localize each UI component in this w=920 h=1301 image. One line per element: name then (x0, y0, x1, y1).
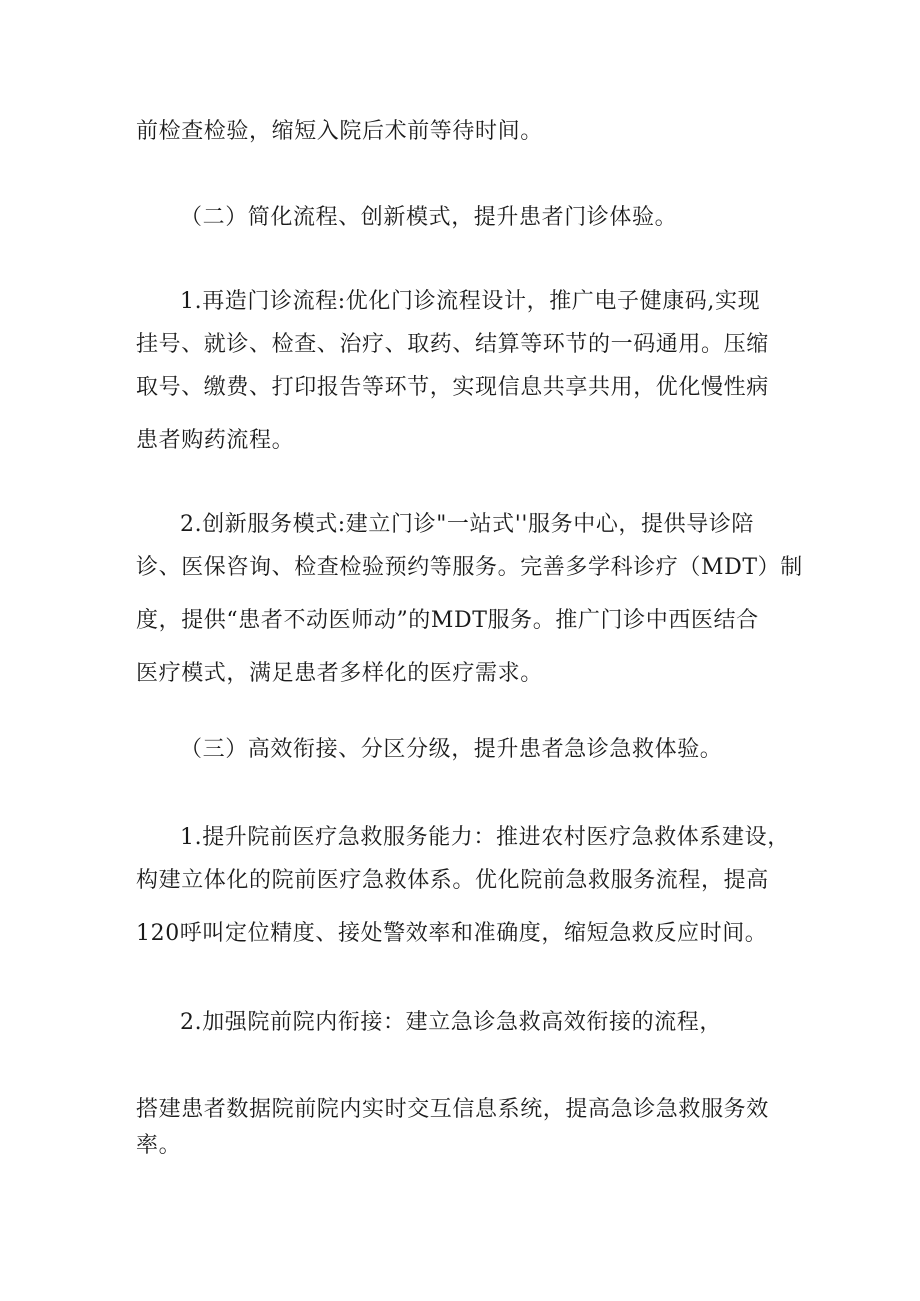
section-heading: （二）简化流程、创新模式，提升患者门诊体验。 (180, 205, 678, 230)
paragraph-line: 120呼叫定位精度、接处警效率和准确度，缩短急救反应时间。 (136, 921, 768, 946)
paragraph-line: 2.加强院前院内衔接：建立急诊急救高效衔接的流程， (180, 1010, 722, 1035)
paragraph-line: 构建立体化的院前医疗急救体系。优化院前急救服务流程，提高 (136, 868, 769, 893)
paragraph-line: 1.提升院前医疗急救服务能力：推进农村医疗急救体系建设， (180, 825, 790, 850)
paragraph-line: 诊、医保咨询、检查检验预约等服务。完善多学科诊疗（MDT）制 (136, 555, 803, 580)
paragraph-line: 1.再造门诊流程:优化门诊流程设计，推广电子健康码,实现 (180, 289, 761, 314)
paragraph-line: 取号、缴费、打印报告等环节，实现信息共享共用，优化慢性病 (136, 375, 769, 400)
paragraph-line: 度，提供“患者不动医师动”的MDT服务。推广门诊中西医结合 (136, 608, 759, 633)
section-heading: （三）高效衔接、分区分级，提升患者急诊急救体验。 (180, 737, 723, 762)
paragraph-line: 2.创新服务模式:建立门诊"一站式''服务中心，提供导诊陪 (180, 512, 755, 537)
paragraph-line: 搭建患者数据院前院内实时交互信息系统，提高急诊急救服务效 (136, 1097, 769, 1122)
paragraph-line: 挂号、就诊、检查、治疗、取药、结算等环节的一码通用。压缩 (136, 332, 769, 357)
paragraph-line: 率。 (136, 1133, 182, 1158)
paragraph-line: 医疗模式，满足患者多样化的医疗需求。 (136, 661, 543, 686)
paragraph-line: 患者购药流程。 (136, 428, 295, 453)
paragraph-line: 前检查检验，缩短入院后术前等待时间。 (136, 119, 543, 144)
